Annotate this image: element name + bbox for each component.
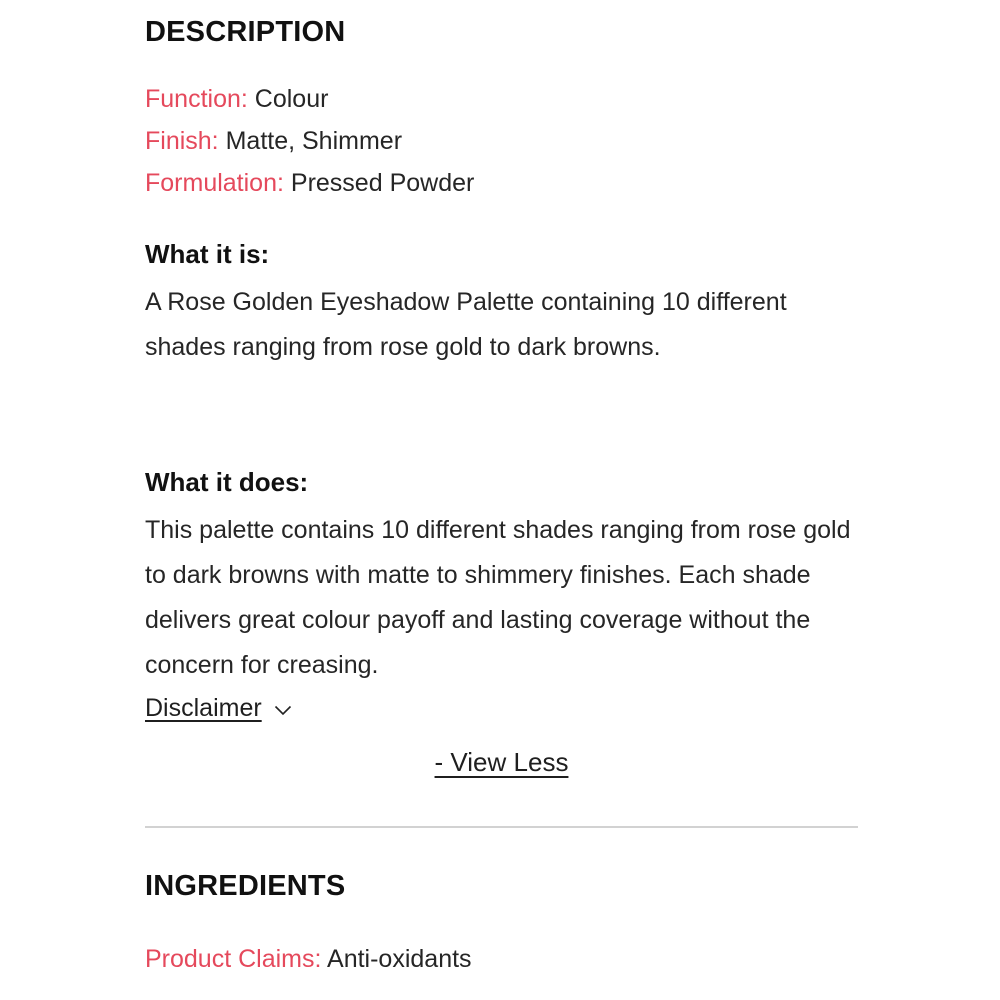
- section-divider: [145, 826, 858, 828]
- attribute-value: Anti-oxidants: [327, 945, 472, 973]
- what-it-does-heading: What it does:: [145, 467, 309, 497]
- attribute-value: Pressed Powder: [290, 169, 475, 197]
- what-it-does-block: [145, 466, 858, 688]
- attribute-label: Formulation:: [145, 169, 284, 197]
- view-less-wrap: [145, 747, 858, 778]
- what-it-is-block: [145, 238, 858, 370]
- view-less-button[interactable]: - View Less: [434, 747, 569, 777]
- ingredients-section-title: INGREDIENTS: [145, 870, 346, 902]
- attribute-label: Product Claims:: [145, 945, 322, 973]
- attribute-value: Matte, Shimmer: [225, 127, 403, 155]
- ingredients-attributes: [145, 938, 858, 980]
- what-it-does-text: This palette contains 10 different shades ranging from rose gold to dark browns with matte to shimmery finishes. Each shade delivers great colour payoff and lasting coverage without the concern for creasing.: [145, 516, 851, 679]
- description-section-title: DESCRIPTION: [145, 16, 346, 48]
- attribute-label: Function:: [145, 85, 248, 113]
- chevron-down-icon[interactable]: [274, 705, 292, 716]
- what-it-is-text: A Rose Golden Eyeshadow Palette containing 10 different shades ranging from rose gold to dark browns.: [145, 288, 787, 361]
- attribute-row-product-claims: [145, 938, 858, 980]
- attribute-row-formulation: [145, 162, 858, 204]
- product-attributes: [145, 78, 858, 204]
- attribute-value: Colour: [254, 85, 329, 113]
- ingredients-section: [145, 868, 858, 980]
- attribute-row-function: [145, 78, 858, 120]
- attribute-row-finish: [145, 120, 858, 162]
- what-it-is-heading: What it is:: [145, 239, 270, 269]
- disclaimer-row: [145, 694, 858, 723]
- attribute-label: Finish:: [145, 127, 219, 155]
- description-section: [145, 14, 858, 778]
- disclaimer-toggle[interactable]: Disclaimer: [145, 694, 262, 722]
